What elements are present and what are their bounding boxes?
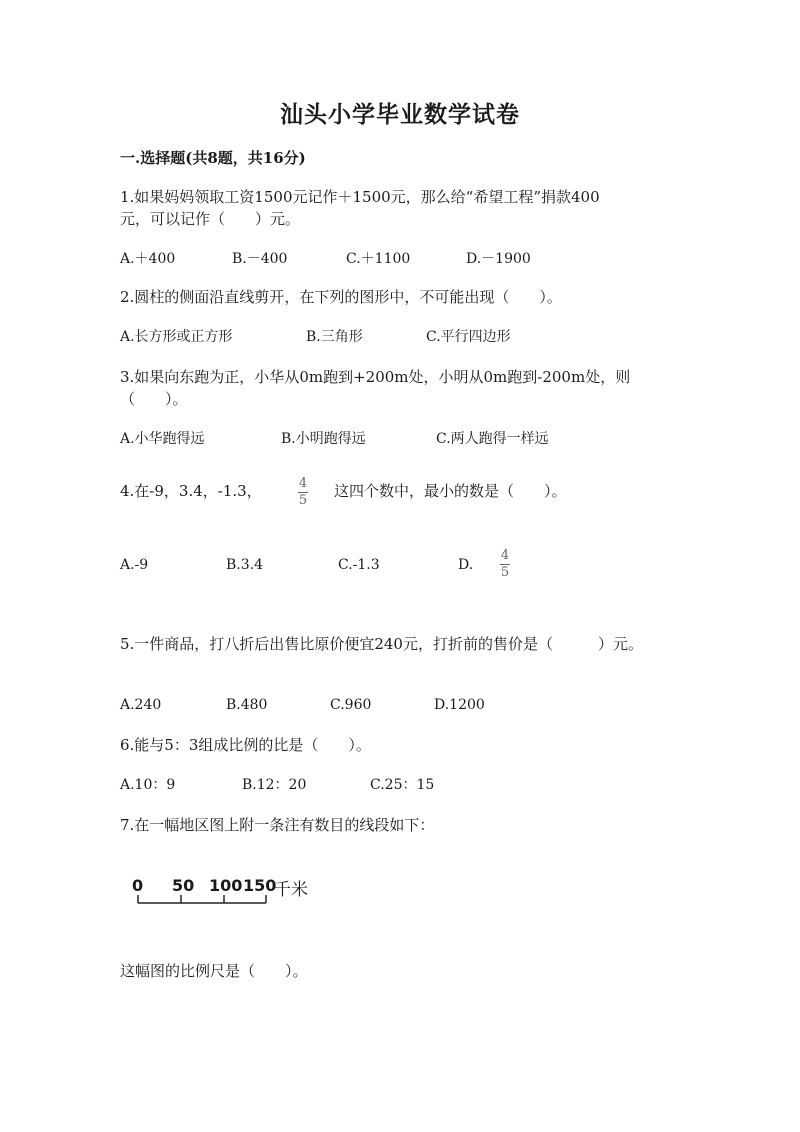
scale-label-150: 150	[243, 876, 277, 895]
question-1-option-b: B.－400	[232, 251, 288, 267]
question-1-option-a: A.＋400	[120, 251, 176, 267]
question-4-fraction	[298, 477, 308, 508]
question-4-option-d: D.	[458, 557, 474, 573]
question-5-option-b: B.480	[226, 697, 268, 713]
question-4-option-b: B.3.4	[226, 557, 264, 573]
question-1-option-c: C.＋1100	[346, 251, 411, 267]
question-5-option-c: C.960	[330, 697, 372, 713]
question-3-line-1: 3.如果向东跑为正，小华从0m跑到+200m处，小明从0m跑到-200m处，则	[120, 368, 631, 386]
question-2-option-c: C.平行四边形	[426, 329, 511, 345]
question-7-question: 这幅图的比例尺是（ ）。	[120, 962, 308, 980]
fraction-denominator: 5	[500, 565, 510, 580]
question-6-option-a: A.10：9	[120, 777, 176, 793]
question-2-text: 2.圆柱的侧面沿直线剪开，在下列的图形中，不可能出现（ ）。	[120, 288, 562, 306]
scale-bar-line	[0, 890, 800, 920]
question-1-option-d: D.－1900	[466, 251, 531, 267]
page-title: 汕头小学毕业数学试卷	[280, 101, 520, 128]
scale-label-50: 50	[172, 876, 195, 895]
question-7-text: 7.在一幅地区图上附一条注有数目的线段如下：	[120, 816, 435, 834]
question-2-option-b: B.三角形	[306, 329, 363, 345]
question-6-option-c: C.25：15	[370, 777, 435, 793]
question-1-line-1: 1.如果妈妈领取工资1500元记作＋1500元，那么给“希望工程”捐款400	[120, 188, 600, 206]
question-1-line-2: 元，可以记作（ ）元。	[120, 210, 301, 228]
option-d-fraction	[500, 549, 510, 580]
question-4-option-c: C.-1.3	[338, 557, 380, 573]
question-4-option-a: A.-9	[120, 557, 149, 573]
question-3-option-c: C.两人跑得一样远	[436, 431, 549, 447]
question-5-text: 5.一件商品，打八折后出售比原价便宜240元，打折前的售价是（ ）元。	[120, 635, 643, 653]
question-5-option-d: D.1200	[434, 697, 485, 713]
question-2-option-a: A.长方形或正方形	[120, 329, 233, 345]
question-3-line-2: （ ）。	[120, 390, 188, 408]
question-4-suffix: 这四个数中，最小的数是（ ）。	[334, 482, 567, 500]
scale-label-0: 0	[132, 876, 144, 895]
fraction-denominator: 5	[298, 493, 308, 508]
fraction-numerator: 4	[500, 548, 510, 563]
question-6-option-b: B.12：20	[242, 777, 307, 793]
fraction-numerator: 4	[298, 476, 308, 491]
section-heading: 一.选择题(共8题，共16分)	[120, 149, 306, 167]
question-6-text: 6.能与5：3组成比例的比是（ ）。	[120, 736, 371, 754]
scale-label-100: 100	[209, 876, 243, 895]
question-3-option-a: A.小华跑得远	[120, 431, 205, 447]
question-4-prefix: 4.在-9，3.4，-1.3，	[120, 482, 262, 500]
question-3-option-b: B.小明跑得远	[281, 431, 366, 447]
question-5-option-a: A.240	[120, 697, 162, 713]
scale-unit-label: 千米	[274, 880, 308, 900]
